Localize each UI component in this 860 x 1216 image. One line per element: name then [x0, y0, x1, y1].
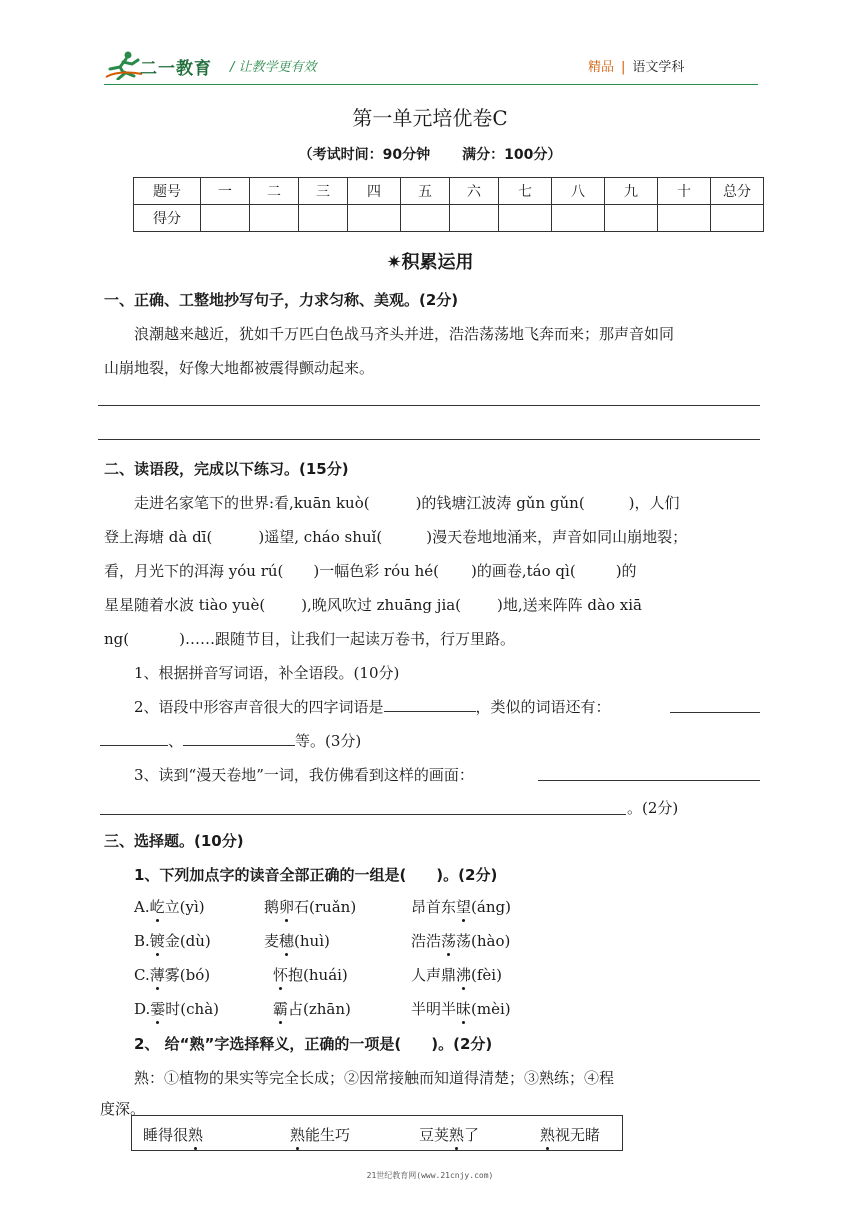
dotted-char: 霎 — [150, 1000, 166, 1018]
header-divider — [104, 84, 758, 85]
logo-text: 二一教育 — [140, 59, 212, 79]
option-text: A. — [134, 898, 150, 916]
option-text: B. — [134, 932, 150, 950]
option-text: 荡(hào) — [456, 932, 511, 950]
dotted-char: 卵 — [279, 898, 295, 916]
option-text: (fèi) — [471, 966, 502, 984]
passage-text: )……跟随节目，让我们一起读万卷书，行万里路。 — [179, 630, 515, 648]
answer-blank[interactable] — [670, 712, 760, 713]
option-a-item-3 — [411, 896, 511, 917]
writing-line[interactable] — [98, 405, 760, 406]
table-cell: 二 — [250, 178, 299, 205]
score-cell[interactable] — [401, 205, 450, 232]
dotted-char: 沸 — [456, 966, 472, 984]
option-d-item-2 — [273, 998, 351, 1019]
question-1-heading: 一、正确、工整地抄写句子，力求匀称、美观。(2分) — [104, 291, 459, 309]
score-table — [133, 177, 764, 232]
score-table-header-row — [134, 178, 764, 205]
dotted-char: 屹 — [149, 898, 165, 916]
dotted-char: 薄 — [149, 966, 165, 984]
dotted-char: 镀 — [149, 932, 165, 950]
option-text: 昂首东 — [411, 898, 457, 916]
q3-sub-2-heading: 2、 给“熟”字选择释义，正确的一项是( )。(2分) — [134, 1035, 493, 1053]
dotted-char: 霸 — [273, 1000, 289, 1018]
header-separator: | — [621, 60, 626, 75]
word-text: 睡得很 — [143, 1126, 189, 1144]
option-text: 时(chà) — [165, 1000, 219, 1018]
q2-sub-1: 1、根据拼音写词语，补全语段。(10分) — [134, 664, 400, 682]
passage-text: )一幅色彩 róu hé( — [313, 562, 440, 580]
option-b-item-2 — [264, 930, 330, 951]
option-text: C. — [134, 966, 150, 984]
question-text: 2、语段中形容声音很大的四字词语是 — [134, 698, 384, 716]
option-d[interactable] — [134, 998, 219, 1019]
passage-text: 看，月光下的洱海 yóu rú( — [104, 562, 284, 580]
passage-text: )，人们 — [628, 494, 680, 512]
full-score: 满分：100分） — [462, 147, 562, 163]
answer-blank[interactable] — [538, 780, 760, 781]
table-cell: 七 — [499, 178, 552, 205]
dotted-char: 熟 — [449, 1126, 465, 1144]
score-cell[interactable] — [605, 205, 658, 232]
question-2-heading: 二、读语段，完成以下练习。(15分) — [104, 460, 349, 478]
option-text: (mèi) — [471, 1000, 511, 1018]
score-cell[interactable] — [552, 205, 605, 232]
option-text: (áng) — [471, 898, 511, 916]
option-b[interactable] — [134, 930, 211, 951]
answer-blank[interactable] — [100, 730, 168, 746]
subject-label: 语文学科 — [632, 60, 685, 75]
q2-passage-line — [104, 526, 687, 547]
dotted-char: 荡 — [441, 932, 457, 950]
dotted-char: 熟 — [540, 1126, 556, 1144]
table-cell: 得分 — [134, 205, 201, 232]
logo-runner-icon — [104, 50, 144, 80]
answer-blank[interactable] — [183, 730, 295, 746]
passage-text: )地,送来阵阵 dào xiā — [497, 596, 642, 614]
score-cell[interactable] — [348, 205, 401, 232]
q3-sub-1-heading: 1、下列加点字的读音全部正确的一组是( )。(2分) — [134, 866, 498, 884]
dotted-char: 熟 — [188, 1126, 204, 1144]
dotted-char: 熟 — [290, 1126, 306, 1144]
writing-line[interactable] — [98, 439, 760, 440]
table-cell: 题号 — [134, 178, 201, 205]
table-cell: 三 — [299, 178, 348, 205]
q3-definition-line-2: 度深。 — [100, 1100, 146, 1118]
q1-text-line-2: 山崩地裂，好像大地都被震得颤动起来。 — [104, 359, 375, 377]
word-text: 能生巧 — [305, 1126, 351, 1144]
answer-blank[interactable] — [100, 814, 626, 815]
table-cell: 十 — [658, 178, 711, 205]
score-table-score-row — [134, 205, 764, 232]
option-text: 鹅 — [264, 898, 280, 916]
question-text: ，类似的词语还有： — [475, 698, 611, 716]
score-cell[interactable] — [299, 205, 348, 232]
option-d-item-3 — [411, 998, 511, 1019]
passage-text: )漫天卷地地涌来，声音如同山崩地裂； — [426, 528, 688, 546]
option-c[interactable] — [134, 964, 210, 985]
q2-passage-line — [134, 492, 680, 513]
option-text: 浩浩 — [411, 932, 442, 950]
option-text: 人声鼎 — [411, 966, 457, 984]
option-text: (huì) — [294, 932, 330, 950]
q2-sub-2 — [134, 696, 611, 717]
option-text: 石(ruǎn) — [294, 898, 357, 916]
option-text: 立(yì) — [164, 898, 205, 916]
question-3-heading: 三、选择题。(10分) — [104, 832, 244, 850]
dotted-char: 望 — [456, 898, 472, 916]
score-cell[interactable] — [201, 205, 250, 232]
q2-sub-3-score: 。(2分) — [627, 799, 679, 817]
passage-text: )的 — [615, 562, 637, 580]
question-text: 等。(3分) — [295, 732, 362, 750]
table-cell: 五 — [401, 178, 450, 205]
option-a[interactable] — [134, 896, 205, 917]
word-text: 了 — [464, 1126, 480, 1144]
option-c-item-2 — [273, 964, 348, 985]
table-cell: 四 — [348, 178, 401, 205]
score-cell[interactable] — [499, 205, 552, 232]
passage-text: ng( — [104, 630, 130, 648]
word-option[interactable] — [290, 1124, 350, 1145]
option-c-item-3 — [411, 964, 502, 985]
word-option[interactable] — [540, 1124, 600, 1145]
table-cell: 六 — [450, 178, 499, 205]
table-cell: 总分 — [711, 178, 764, 205]
option-b-item-3 — [411, 930, 510, 951]
passage-text: 登上海塘 dà dī( — [104, 528, 213, 546]
passage-text: 星星随着水波 tiào yuè( — [104, 596, 266, 614]
passage-text: 走进名家笔下的世界:看,kuān kuò( — [134, 494, 370, 512]
option-text: 半明半 — [411, 1000, 457, 1018]
option-text: 麦 — [264, 932, 280, 950]
quality-label: 精品 — [588, 60, 615, 75]
score-cell[interactable] — [250, 205, 299, 232]
question-text: 3、读到“漫天卷地”一词，我仿佛看到这样的画面： — [134, 766, 474, 784]
option-text: 占(zhān) — [288, 1000, 351, 1018]
q2-passage-line — [104, 628, 515, 649]
word-text: 豆荚 — [419, 1126, 450, 1144]
dotted-char: 怀 — [273, 966, 289, 984]
q2-sub-3 — [134, 764, 474, 785]
dotted-char: 昧 — [456, 1000, 472, 1018]
page-footer: 21世纪教育网(www.21cnjy.com) — [366, 1171, 494, 1180]
table-cell: 一 — [201, 178, 250, 205]
slogan: / 让教学更有效 — [230, 60, 317, 75]
passage-text: ),晚风吹过 zhuāng jia( — [301, 596, 462, 614]
q2-passage-line — [104, 594, 642, 615]
passage-text: )遥望, cháo shuǐ( — [258, 528, 383, 546]
option-text: 雾(bó) — [164, 966, 211, 984]
option-a-item-2 — [264, 896, 356, 917]
word-option[interactable] — [143, 1124, 203, 1145]
option-text: 抱(huái) — [288, 966, 348, 984]
dotted-char: 穗 — [279, 932, 295, 950]
option-text: 金(dù) — [164, 932, 211, 950]
score-cell[interactable] — [711, 205, 764, 232]
exam-info — [0, 144, 860, 164]
question-text: 、 — [168, 732, 184, 750]
q2-sub-2-cont — [100, 730, 361, 751]
page-title: 第一单元培优卷C — [352, 106, 508, 130]
section-title: ✷积累运用 — [386, 252, 474, 273]
header-subject — [588, 56, 684, 75]
passage-text: )的画卷,táo qì( — [471, 562, 576, 580]
answer-blank[interactable] — [384, 696, 476, 712]
q2-passage-line — [104, 560, 637, 581]
word-option[interactable] — [419, 1124, 479, 1145]
table-cell: 八 — [552, 178, 605, 205]
word-text: 视无睹 — [555, 1126, 601, 1144]
table-cell: 九 — [605, 178, 658, 205]
option-text: D. — [134, 1000, 151, 1018]
score-cell[interactable] — [450, 205, 499, 232]
q3-definition-line-1: 熟：①植物的果实等完全长成；②因常接触而知道得清楚；③熟练；④程 — [134, 1069, 615, 1087]
exam-time: （考试时间：90分钟 — [298, 147, 431, 163]
score-cell[interactable] — [658, 205, 711, 232]
passage-text: )的钱塘江波涛 gǔn gǔn( — [415, 494, 585, 512]
q1-text-line-1: 浪潮越来越近，犹如千万匹白色战马齐头并进，浩浩荡荡地飞奔而来；那声音如同 — [134, 325, 675, 343]
